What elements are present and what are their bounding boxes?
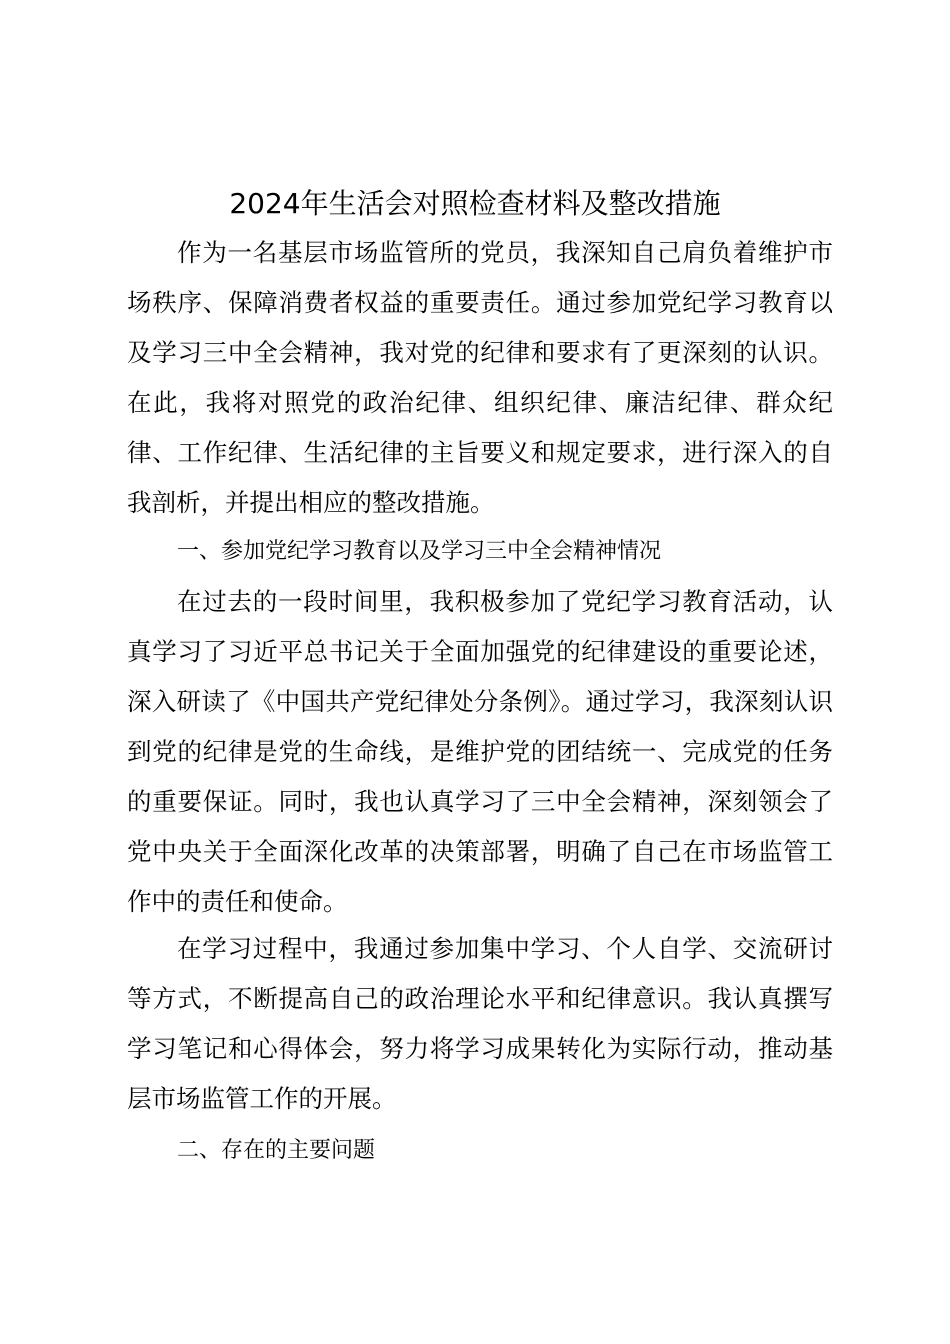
document-title: 2024年生活会对照检查材料及整改措施 xyxy=(229,187,721,220)
paragraph-intro: 作为一名基层市场监管所的党员，我深知自己肩负着维护市场秩序、保障消费者权益的重要责任。通过参加党纪学习教育以及学习三中全会精神，我对党的纪律和要求有了更深刻的认识。在此，我将对照党的政治纪律、组织纪律、廉洁纪律、群众纪律、工作纪律、生活纪律的主旨要义和规定要求，进行深入的自我剖析，并提出相应的整改措施。 xyxy=(127,238,833,517)
paragraph-study-activities: 在过去的一段时间里，我积极参加了党纪学习教育活动，认真学习了习近平总书记关于全面加强党的纪律建设的重要论述，深入研读了《中国共产党纪律处分条例》。通过学习，我深刻认识到党的纪律是党的生命线，是维护党的团结统一、完成党的任务的重要保证。同时，我也认真学习了三中全会精神，深刻领会了党中央关于全面深化改革的决策部署，明确了自己在市场监管工作中的责任和使命。 xyxy=(127,587,833,916)
section-heading-1: 一、参加党纪学习教育以及学习三中全会精神情况 xyxy=(177,539,662,564)
section-heading-2: 二、存在的主要问题 xyxy=(177,1138,376,1163)
paragraph-study-process: 在学习过程中，我通过参加集中学习、个人自学、交流研讨等方式，不断提高自己的政治理论水平和纪律意识。我认真撰写学习笔记和心得体会，努力将学习成果转化为实际行动，推动基层市场监管工作的开展。 xyxy=(127,934,833,1113)
